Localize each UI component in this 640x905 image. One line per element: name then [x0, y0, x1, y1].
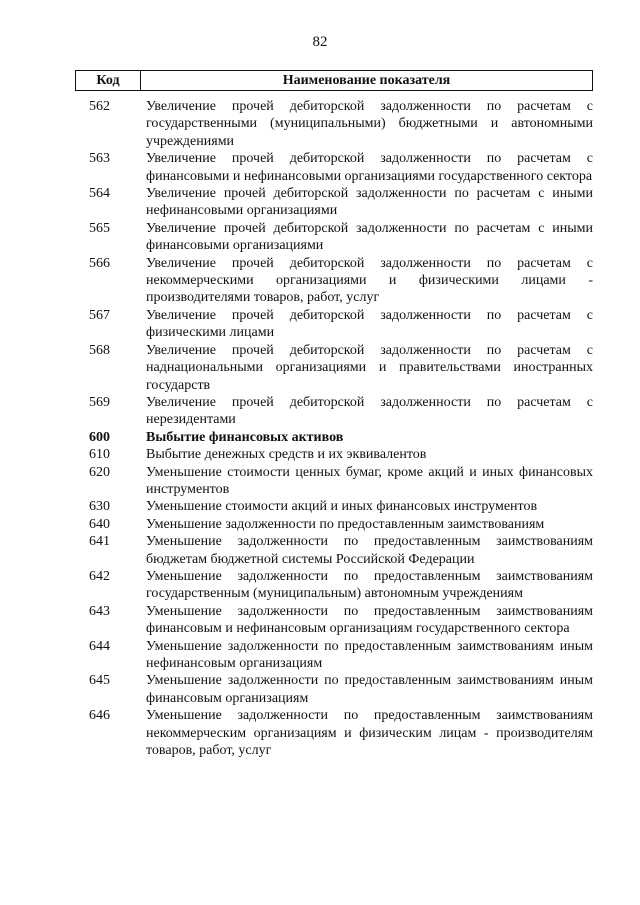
- row-name: Увеличение прочей дебиторской задолженности по расчетам с нерезидентами: [146, 394, 593, 428]
- row-name: Уменьшение задолженности по предоставленным заимствованиям иным финансовым организациям: [146, 673, 593, 706]
- row-code: 600: [89, 429, 110, 445]
- row-code: 562: [89, 99, 110, 114]
- row-code: 568: [89, 342, 110, 358]
- row-name: Выбытие денежных средств и их эквивалентов: [146, 447, 427, 463]
- row-code: 569: [89, 394, 110, 410]
- table-row: [75, 150, 593, 185]
- table-row: [75, 533, 593, 568]
- row-code: 630: [89, 499, 110, 515]
- table-body: [75, 98, 593, 759]
- table-row: [75, 516, 593, 533]
- table-row: [75, 568, 593, 603]
- row-code: 646: [89, 708, 110, 724]
- row-name: Уменьшение задолженности по предоставленным заимствованиям некоммерческим организациям и физическим лицам - производителям товаров, работ, услуг: [146, 708, 593, 759]
- row-name: Уменьшение задолженности по предоставленным заимствованиям финансовым и нефинансовым организациям государственного сектора: [146, 603, 593, 637]
- table-row: [75, 498, 593, 515]
- row-name: Уменьшение стоимости ценных бумаг, кроме акций и иных финансовых инструментов: [146, 464, 593, 497]
- table-row: [75, 185, 593, 220]
- row-code: 567: [89, 307, 110, 323]
- row-name: Увеличение прочей дебиторской задолженности по расчетам с иными финансовыми организациями: [146, 220, 593, 254]
- row-code: 645: [89, 673, 110, 689]
- table-row: [75, 220, 593, 255]
- table-row: [75, 307, 593, 342]
- row-code: 610: [89, 447, 110, 463]
- table-row: [75, 464, 593, 499]
- header-code: Код: [76, 71, 141, 90]
- row-name: Уменьшение задолженности по предоставленным заимствованиям бюджетам бюджетной системы Российской Федерации: [146, 534, 593, 567]
- row-name: Увеличение прочей дебиторской задолженности по расчетам с государственными (муниципальными) бюджетными и автономными учреждениями: [146, 99, 593, 149]
- row-name: Уменьшение стоимости акций и иных финансовых инструментов: [146, 499, 538, 515]
- row-name: Увеличение прочей дебиторской задолженности по расчетам с физическими лицами: [146, 307, 593, 341]
- row-name: Уменьшение задолженности по предоставленным заимствованиям: [146, 516, 545, 532]
- row-code: 642: [89, 568, 110, 584]
- table-row: [75, 394, 593, 429]
- row-name: Увеличение прочей дебиторской задолженности по расчетам с финансовыми и нефинансовыми организациями государственного сектора: [146, 151, 593, 184]
- table-row: [75, 446, 593, 463]
- table-row: [75, 603, 593, 638]
- header-name: Наименование показателя: [282, 73, 451, 88]
- row-name: Увеличение прочей дебиторской задолженности по расчетам с иными нефинансовыми организациями: [146, 186, 593, 219]
- row-name: Выбытие финансовых активов: [146, 429, 344, 445]
- row-name: Увеличение прочей дебиторской задолженности по расчетам с наднациональными организациями и правительствами иностранных государств: [146, 342, 593, 393]
- table-row: [75, 707, 593, 759]
- row-code: 564: [89, 186, 110, 202]
- row-code: 565: [89, 220, 110, 236]
- table-row: [75, 342, 593, 394]
- row-name: Увеличение прочей дебиторской задолженности по расчетам с некоммерческими организациями и физическими лицами - производителями товаров, работ, услуг: [146, 255, 593, 306]
- table-row: [75, 638, 593, 673]
- page-number: 82: [312, 34, 328, 50]
- row-code: 620: [89, 464, 110, 480]
- table-header: [75, 70, 593, 91]
- table-row: [75, 255, 593, 307]
- row-code: 641: [89, 534, 110, 550]
- row-code: 640: [89, 516, 110, 532]
- row-code: 566: [89, 255, 110, 271]
- table-row: [75, 672, 593, 707]
- table-row: [75, 98, 593, 150]
- indicator-table: [75, 70, 593, 759]
- row-name: Уменьшение задолженности по предоставленным заимствованиям государственным (муниципальным) автономным учреждениям: [146, 568, 593, 602]
- row-code: 644: [89, 638, 110, 654]
- row-code: 643: [89, 603, 110, 619]
- table-row: [75, 429, 593, 446]
- row-code: 563: [89, 151, 110, 167]
- row-name: Уменьшение задолженности по предоставленным заимствованиям иным нефинансовым организациям: [146, 638, 593, 671]
